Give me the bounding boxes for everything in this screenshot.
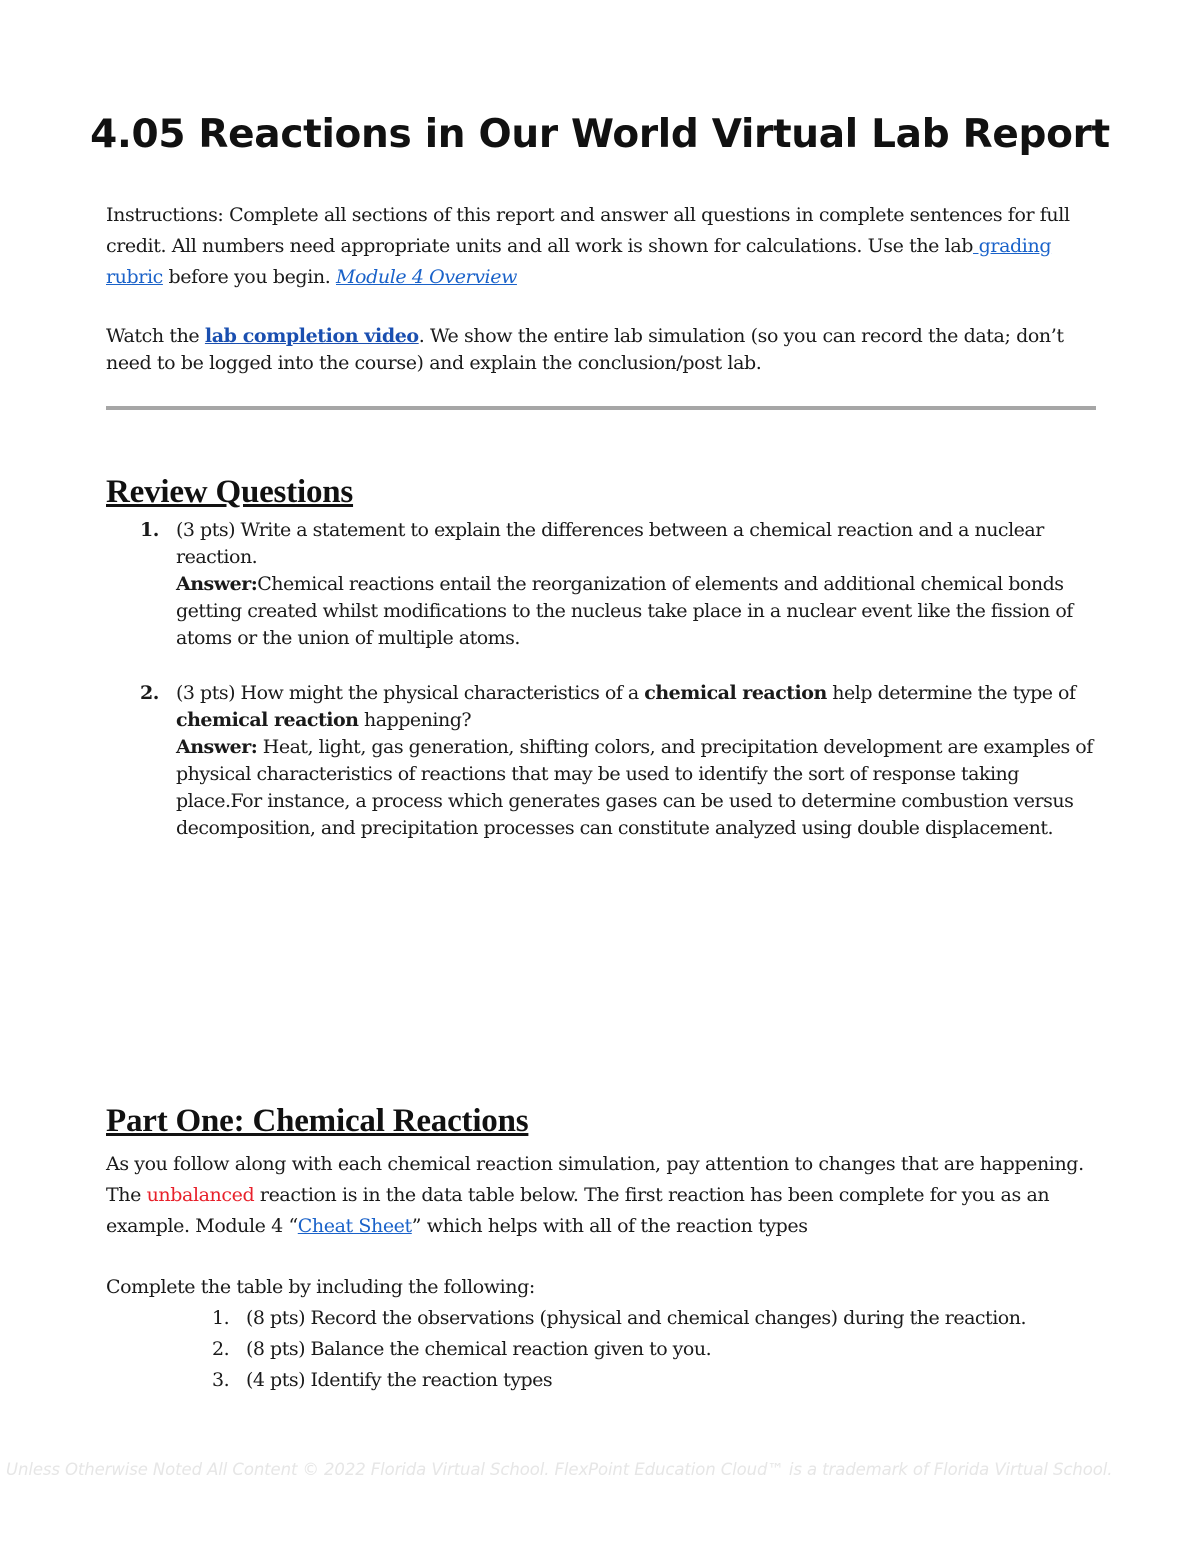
list-text: (8 pts) Balance the chemical reaction given to you. — [246, 1338, 712, 1360]
prompt-text: happening? — [358, 709, 472, 731]
lab-completion-video-link[interactable]: lab completion video — [204, 325, 419, 347]
page-title: 4.05 Reactions in Our World Virtual Lab Report — [90, 112, 1110, 157]
instructions-paragraph — [106, 200, 1096, 293]
list-number: 2. — [212, 1338, 230, 1360]
answer-text: Chemical reactions entail the reorganization of elements and additional chemical bonds getting created whilst modifications to the nucleus take place in a nuclear event like the fission of atoms or the union of multiple atoms. — [176, 573, 1073, 649]
horizontal-divider — [106, 406, 1096, 410]
prompt-bold-term: chemical reaction — [176, 709, 359, 731]
answer-text: Heat, light, gas generation, shifting colors, and precipitation development are examples of physical characteristics of reactions that may be used to identify the sort of response taking place.For instance, a process which generates gases can be used to determine combustion versus decomposition, and precipitation processes can constitute analyzed using double displacement. — [176, 736, 1093, 839]
prompt-text: help determine the type of — [826, 682, 1076, 704]
prompt-text: (3 pts) How might the physical characteristics of a — [176, 682, 645, 704]
module-overview-link[interactable]: Module 4 Overview — [336, 266, 517, 288]
list-item — [212, 1365, 1112, 1396]
complete-table-intro: Complete the table by including the following: — [106, 1276, 535, 1298]
grading-rubric-link[interactable]: grading rubric — [106, 235, 1052, 288]
question-prompt — [176, 680, 1100, 734]
watch-text-continued: . We show the entire lab simulation (so you can record the data; don’t need to be logged into the course) and explain the conclusion/post lab. — [106, 325, 1064, 374]
watch-text: Watch the — [106, 325, 205, 347]
cheat-sheet-link[interactable]: Cheat Sheet — [297, 1215, 412, 1237]
list-number: 1. — [212, 1307, 230, 1329]
part-one-intro — [106, 1149, 1096, 1242]
list-number: 3. — [212, 1369, 230, 1391]
answer-block — [176, 734, 1100, 842]
answer-label: Answer: — [176, 573, 258, 595]
unbalanced-highlight: unbalanced — [146, 1184, 255, 1206]
prompt-bold-term: chemical reaction — [644, 682, 827, 704]
answer-label: Answer: — [176, 736, 258, 758]
instructions-text: Instructions: Complete all sections of this report and answer all questions in complete sentences for full credit. All numbers need appropriate units and all work is shown for calculations. Use the lab — [106, 204, 1070, 257]
instructions-text-continued: before you begin. — [162, 266, 336, 288]
answer-block — [176, 571, 1100, 652]
question-number: 1. — [140, 519, 159, 541]
question-number: 2. — [140, 682, 159, 704]
question-prompt: (3 pts) Write a statement to explain the differences between a chemical reaction and a nuclear reaction. — [176, 519, 1044, 568]
review-questions-heading: Review Questions — [106, 474, 354, 510]
list-item — [212, 1334, 1112, 1365]
steps-list — [212, 1303, 1112, 1396]
intro-text: As you follow along with each chemical reaction simulation, pay attention to changes that are happening. The — [106, 1153, 1084, 1206]
part-one-heading: Part One: Chemical Reactions — [106, 1103, 529, 1139]
watch-video-paragraph — [106, 323, 1096, 377]
intro-text: ” which helps with all of the reaction types — [411, 1215, 808, 1237]
review-question-1 — [140, 517, 1100, 652]
list-text: (8 pts) Record the observations (physical and chemical changes) during the reaction. — [246, 1307, 1026, 1329]
list-item — [212, 1303, 1112, 1334]
list-text: (4 pts) Identify the reaction types — [246, 1369, 553, 1391]
review-question-2 — [140, 680, 1100, 842]
intro-text: reaction is in the data table below. The first reaction has been complete for you as an example. Module 4 “ — [106, 1184, 1050, 1237]
copyright-footer: Unless Otherwise Noted All Content © 2022 Florida Virtual School. FlexPoint Education Cloud™ is a trademark of Florida Virtual School. — [6, 1460, 1113, 1479]
